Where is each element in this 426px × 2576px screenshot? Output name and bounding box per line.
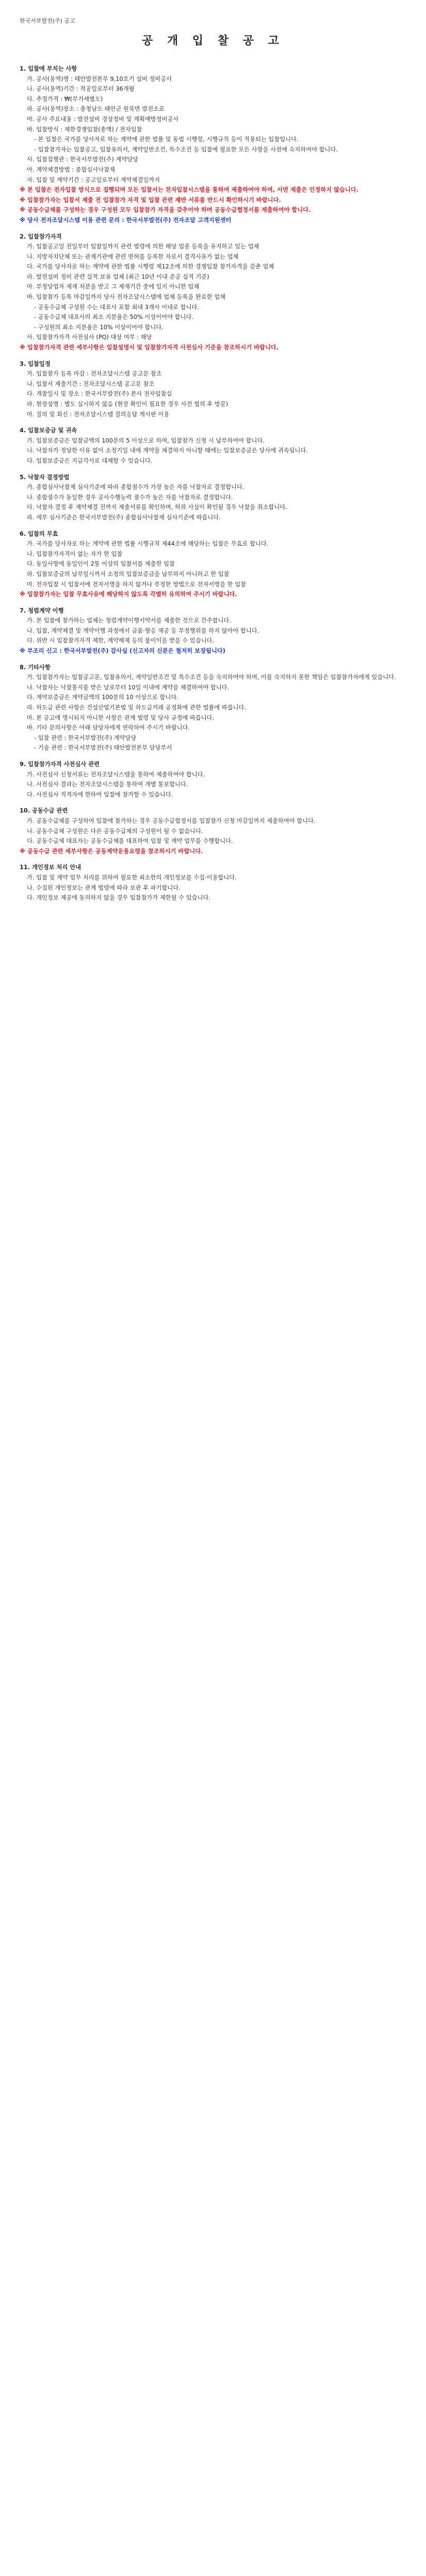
notice-line: 다. 공동수급체 대표자는 공동수급체를 대표하여 입찰 및 계약 업무를 수행합니다. [27,838,233,845]
notice-line: 나. 공동수급체 구성원은 다른 공동수급체의 구성원이 될 수 없습니다. [27,827,203,835]
notice-line: 바. 입찰참가 등록 마감일까지 당사 전자조달시스템에 업체 등록을 완료한 업체 [27,294,226,301]
notice-line: 나. 입찰참가자격이 없는 자가 한 입찰 [27,550,123,557]
section-heading: 6. 입찰의 무효 [20,530,58,537]
notice-line: 마. 부정당업자 제재 처분을 받고 그 제재기간 중에 있지 아니한 업체 [27,283,200,291]
notice-line: 나. 수집된 개인정보는 관계 법령에 따라 보관 후 파기합니다. [27,884,181,891]
notice-line: - 입찰참가자는 입찰공고, 입찰유의서, 계약일반조건, 특수조건 등 입찰에 필요한 모든 사항을 사전에 숙지하여야 합니다. [34,146,338,153]
notice-line: ※ 당사 전자조달시스템 이용 관련 문의 : 한국서부발전(주) 전자조달 고객지원센터 [20,216,232,224]
notice-line: ※ 입찰참가자는 입찰 무효사유에 해당하지 않도록 각별히 유의하여 주시기 바랍니다. [20,591,237,598]
notice-line: - 입찰 관련 : 한국서부발전(주) 계약담당 [34,734,137,741]
notice-line: 가. 공사(용역)명 : 태안발전본부 9,10호기 설비 정비공사 [27,75,172,82]
notice-line: 가. 종합심사낙찰제 심사기준에 따라 종합점수가 가장 높은 자를 낙찰자로 결정합니다. [27,484,244,491]
notice-body [20,58,406,903]
notice-line: 나. 종합점수가 동일한 경우 공사수행능력 점수가 높은 자를 낙찰자로 결정합니다. [27,494,233,501]
notice-line: 다. 사전심사 적격자에 한하여 입찰에 참가할 수 있습니다. [27,791,173,798]
section-heading: 10. 공동수급 관련 [20,807,68,815]
notice-line: 다. 개인정보 제공에 동의하지 않을 경우 입찰참가가 제한될 수 있습니다. [27,894,210,902]
notice-line: 사. 입찰집행관 : 한국서부발전(주) 계약담당 [27,156,139,163]
notice-line: ※ 공동수급 관련 세부사항은 공동계약운용요령을 참조하시기 바랍니다. [20,848,203,855]
section-heading: 3. 입찰일정 [20,360,51,367]
notice-line: 나. 낙찰자는 낙찰통지를 받은 날로부터 10일 이내에 계약을 체결하여야 합니다. [27,684,230,691]
notice-line: 나. 입찰서 제출기간 : 전자조달시스템 공고문 참조 [27,380,155,387]
notice-line: 가. 공동수급체를 구성하여 입찰에 참가하는 경우 공동수급협정서를 입찰참가 신청 마감일까지 제출하여야 합니다. [27,817,316,824]
notice-line: 사. 입찰참가자격 사전심사 (PQ) 대상 여부 : 해당 [27,334,152,341]
notice-line: 라. 현장설명 : 별도 실시하지 않음 (현장 확인이 필요한 경우 사전 협의 후 방문) [27,401,228,408]
notice-line: 마. 전자입찰 시 입찰서에 전자서명을 하지 않거나 부정한 방법으로 전자서명을 한 입찰 [27,581,247,588]
notice-line: ※ 입찰참가자격 관련 세부사항은 입찰설명서 및 입찰참가자격 사전심사 기준을 참조하시기 바랍니다. [20,344,279,351]
notice-line: 자. 입찰 및 계약기간 : 공고일로부터 계약체결일까지 [27,176,160,183]
notice-line: 라. 입찰보증금의 납부일시까지 소정의 입찰보증금을 납부하지 아니하고 한 입찰 [27,570,230,578]
notice-line: 다. 계약보증금은 계약금액의 100분의 10 이상으로 합니다. [27,694,178,701]
notice-line: - 구성원의 최소 지분율은 10% 이상이어야 합니다. [34,324,163,331]
notice-line: 가. 입찰 및 계약 업무 처리를 위하여 필요한 최소한의 개인정보를 수집·이용합니다. [27,874,237,881]
notice-line: 라. 하도급 관련 사항은 건설산업기본법 및 하도급거래 공정화에 관한 법률에 따릅니다. [27,704,247,711]
notice-line: 다. 추정가격 : ₩(부가세별도) [27,95,103,103]
page-title: 공 개 입 찰 공 고 [142,35,284,47]
notice-line: 다. 개찰일시 및 장소 : 한국서부발전(주) 본사 전자입찰실 [27,391,172,398]
notice-line: ※ 부조리 신고 : 한국서부발전(주) 감사실 (신고자의 신분은 철저히 보장됩니다) [20,648,225,655]
notice-line: 라. 발전설비 정비 관련 실적 보유 업체 (최근 10년 이내 준공 실적 기준) [27,273,209,280]
notice-line: - 본 입찰은 국가를 당사자로 하는 계약에 관한 법률 및 동법 시행령, 시행규칙 등이 적용되는 입찰입니다. [34,136,299,143]
notice-line: 다. 입찰보증금은 지급각서로 대체할 수 있습니다. [27,457,153,464]
notice-line: 나. 공사(용역)기간 : 착공일로부터 36개월 [27,86,135,93]
notice-line: 다. 낙찰자 결정 후 계약체결 전까지 제출서류를 확인하며, 허위 사실이 확인될 경우 낙찰을 취소합니다. [27,504,287,511]
section-heading: 8. 기타사항 [20,664,51,671]
notice-line: 마. 공사 주요내용 : 발전설비 경상정비 및 계획예방정비공사 [27,115,179,123]
notice-line: ※ 입찰참가자는 입찰서 제출 전 입찰참가 자격 및 입찰 관련 제반 서류를 반드시 확인하시기 바랍니다. [20,196,281,204]
notice-line: - 공동수급체 구성원 수는 대표사 포함 최대 3개사 이내로 합니다. [34,303,199,311]
notice-line: 마. 본 공고에 명시되지 아니한 사항은 관계 법령 및 당사 규정에 따릅니다. [27,714,215,721]
section-heading: 5. 낙찰자 결정방법 [20,473,70,481]
section-heading: 9. 입찰참가자격 사전심사 관련 [20,761,100,768]
section-heading: 11. 개인정보 처리 안내 [20,864,81,871]
notice-line: 가. 본 입찰에 참가하는 업체는 청렴계약이행서약서를 제출한 것으로 간주합니다. [27,617,232,624]
notice-number: 한국서부발전(주) 공고 [20,18,75,24]
notice-line: 가. 입찰보증금은 입찰금액의 100분의 5 이상으로 하며, 입찰참가 신청 시 납부하여야 합니다. [27,437,265,444]
section-heading: 4. 입찰보증금 및 귀속 [20,427,77,434]
notice-line: 라. 공사(용역)장소 : 충청남도 태안군 원북면 발전소로 [27,106,165,113]
notice-line: 마. 질의 및 회신 : 전자조달시스템 질의응답 게시판 이용 [27,411,170,418]
notice-line: ※ 공동수급체를 구성하는 경우 구성원 모두 입찰참가 자격을 갖추어야 하며 공동수급협정서를 제출하여야 합니다. [20,207,311,214]
notice-line: 가. 입찰참가자는 입찰공고문, 입찰유의서, 계약일반조건 및 특수조건 등을 숙지하여야 하며, 이를 숙지하지 못한 책임은 입찰참가자에게 있습니다. [27,674,396,681]
notice-line: 다. 위반 시 입찰참가자격 제한, 계약해제 등의 불이익을 받을 수 있습니다. [27,637,215,645]
notice-line: 가. 입찰참가 등록 마감 : 전자조달시스템 공고문 참조 [27,370,162,378]
notice-line: 나. 사전심사 결과는 전자조달시스템을 통하여 개별 통보합니다. [27,781,188,788]
notice-line: 가. 사전심사 신청서류는 전자조달시스템을 통하여 제출하여야 합니다. [27,771,205,778]
section-heading: 1. 입찰에 부치는 사항 [20,65,77,72]
notice-line: - 공동수급체 대표사의 최소 지분율은 50% 이상이어야 합니다. [34,314,193,321]
notice-line: 다. 동일사항에 동일인이 2통 이상의 입찰서를 제출한 입찰 [27,561,175,568]
notice-line: 나. 낙찰자가 정당한 이유 없이 소정기일 내에 계약을 체결하지 아니할 때에는 입찰보증금은 당사에 귀속됩니다. [27,447,308,454]
notice-line: 가. 입찰공고일 전일부터 입찰일까지 관련 법령에 의한 해당 업종 등록을 유지하고 있는 업체 [27,243,259,250]
notice-line: 다. 국가를 당사자로 하는 계약에 관한 법률 시행령 제12조에 의한 경쟁입찰 참가자격을 갖춘 업체 [27,263,274,270]
notice-line: - 기술 관련 : 한국서부발전(주) 태안발전본부 담당부서 [34,744,172,752]
notice-line: 바. 기타 문의사항은 아래 담당자에게 연락하여 주시기 바랍니다. [27,724,190,732]
notice-line: 바. 입찰방식 : 제한경쟁입찰(총액) / 전자입찰 [27,126,142,133]
notice-line: 나. 입찰, 계약체결 및 계약이행 과정에서 금품·향응 제공 등 부정행위를 하지 않아야 합니다. [27,627,259,634]
notice-line: 라. 세부 심사기준은 한국서부발전(주) 종합심사낙찰제 심사기준에 따릅니다. [27,514,221,521]
section-heading: 2. 입찰참가자격 [20,233,62,240]
notice-line: ※ 본 입찰은 전자입찰 방식으로 집행되며 모든 입찰서는 전자입찰시스템을 통하여 제출하여야 하며, 서면 제출은 인정하지 않습니다. [20,187,358,194]
notice-line: 나. 지방자치단체 또는 관계기관에 관련 면허를 등록한 자로서 결격사유가 없는 업체 [27,253,239,260]
section-heading: 7. 청렴계약 이행 [20,607,64,614]
notice-line: 가. 국가를 당사자로 하는 계약에 관한 법률 시행규칙 제44조에 해당하는 입찰은 무효로 합니다. [27,540,269,548]
notice-line: 아. 계약체결방법 : 종합심사낙찰제 [27,166,115,173]
